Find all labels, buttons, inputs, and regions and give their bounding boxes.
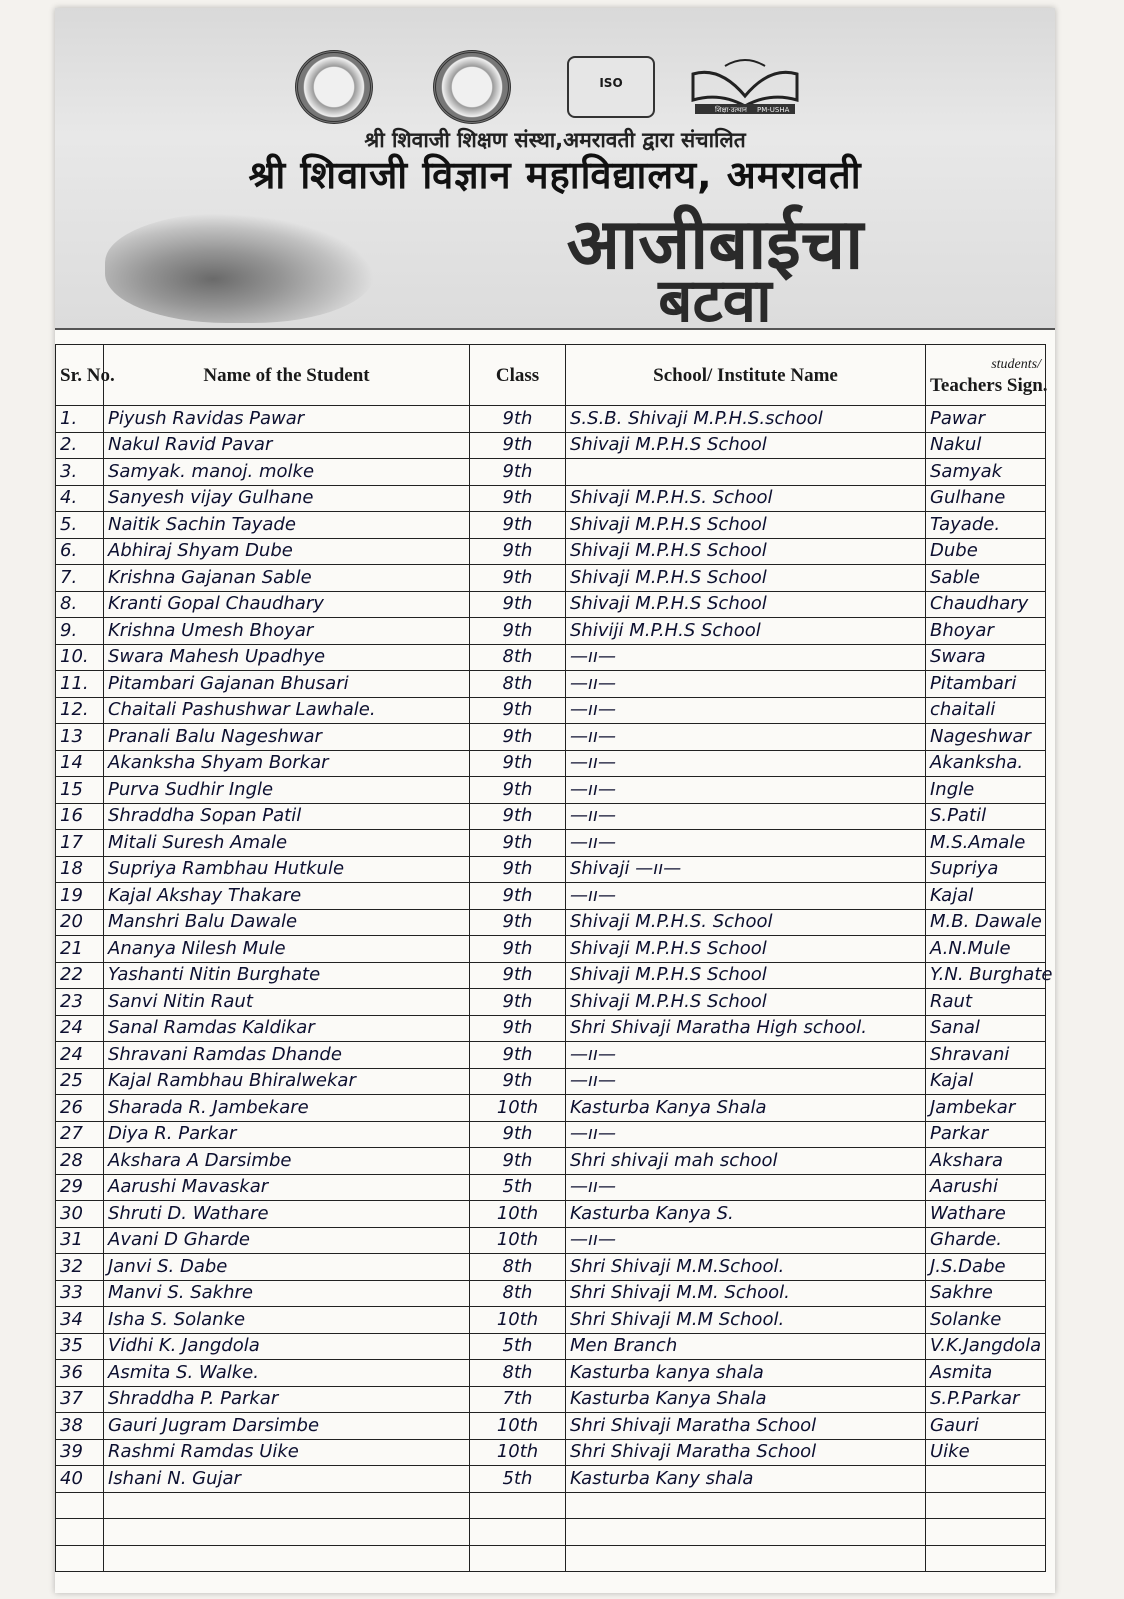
row-class: 7th bbox=[470, 1386, 566, 1413]
row-school: Kasturba Kanya Shala bbox=[566, 1386, 926, 1413]
table-row bbox=[56, 803, 1046, 830]
row-student-name bbox=[104, 1492, 470, 1519]
row-school: Shivaji M.P.H.S School bbox=[566, 936, 926, 963]
row-student-name: Shraddha P. Parkar bbox=[104, 1386, 470, 1413]
attendance-sheet bbox=[55, 8, 1055, 1593]
row-school: —ıı— bbox=[566, 671, 926, 698]
row-sr: 23 bbox=[56, 989, 104, 1016]
row-school: Shri shivaji mah school bbox=[566, 1148, 926, 1175]
table-row bbox=[56, 883, 1046, 910]
table-row bbox=[56, 1519, 1046, 1546]
row-class bbox=[470, 1492, 566, 1519]
row-sr: 36 bbox=[56, 1360, 104, 1387]
row-signature bbox=[926, 1466, 1046, 1493]
college-emblem-icon bbox=[295, 50, 373, 124]
row-class: 5th bbox=[470, 1174, 566, 1201]
table-row bbox=[56, 750, 1046, 777]
row-school: S.S.B. Shivaji M.P.H.S.school bbox=[566, 406, 926, 433]
table-row bbox=[56, 1386, 1046, 1413]
row-sr: 25 bbox=[56, 1068, 104, 1095]
naac-badge-icon bbox=[567, 56, 655, 118]
row-class: 9th bbox=[470, 1042, 566, 1069]
row-class: 9th bbox=[470, 1068, 566, 1095]
table-row bbox=[56, 1439, 1046, 1466]
row-sr: 24 bbox=[56, 1042, 104, 1069]
logo-strip bbox=[295, 50, 815, 120]
row-sr: 1. bbox=[56, 406, 104, 433]
event-title-line-2: बटवा bbox=[658, 266, 772, 336]
row-school: Kasturba Kany shala bbox=[566, 1466, 926, 1493]
table-row bbox=[56, 1466, 1046, 1493]
student-roster-table bbox=[55, 344, 1053, 1572]
svg-text:शिक्षा·उत्थान: शिक्षा·उत्थान bbox=[715, 106, 747, 114]
row-school: Shri Shivaji M.M.School. bbox=[566, 1254, 926, 1281]
row-school: —ıı— bbox=[566, 697, 926, 724]
row-signature: Ingle bbox=[926, 777, 1046, 804]
row-signature: Gauri bbox=[926, 1413, 1046, 1440]
row-student-name: Akanksha Shyam Borkar bbox=[104, 750, 470, 777]
row-sr: 5. bbox=[56, 512, 104, 539]
row-signature: Dube bbox=[926, 538, 1046, 565]
table-row bbox=[56, 512, 1046, 539]
row-school: —ıı— bbox=[566, 830, 926, 857]
row-class: 9th bbox=[470, 591, 566, 618]
herbs-illustration-icon bbox=[105, 213, 375, 323]
row-class: 9th bbox=[470, 777, 566, 804]
row-signature: S.P.Parkar bbox=[926, 1386, 1046, 1413]
row-class: 10th bbox=[470, 1413, 566, 1440]
row-school: —ıı— bbox=[566, 1042, 926, 1069]
row-class: 9th bbox=[470, 909, 566, 936]
row-student-name: Shruti D. Wathare bbox=[104, 1201, 470, 1228]
row-school: Shri Shivaji Maratha High school. bbox=[566, 1015, 926, 1042]
row-signature: Jambekar bbox=[926, 1095, 1046, 1122]
row-signature: Uike bbox=[926, 1439, 1046, 1466]
row-school: Shivaji M.P.H.S School bbox=[566, 989, 926, 1016]
row-signature: Y.N. Burghate bbox=[926, 962, 1046, 989]
row-student-name: Shraddha Sopan Patil bbox=[104, 803, 470, 830]
table-row bbox=[56, 962, 1046, 989]
row-school: Shivaji M.P.H.S School bbox=[566, 565, 926, 592]
table-row bbox=[56, 909, 1046, 936]
row-sr: 31 bbox=[56, 1227, 104, 1254]
row-school: Shri Shivaji M.M. School. bbox=[566, 1280, 926, 1307]
row-student-name: Yashanti Nitin Burghate bbox=[104, 962, 470, 989]
header-sign-label: Teachers Sign. bbox=[930, 375, 1048, 396]
row-class: 10th bbox=[470, 1095, 566, 1122]
row-student-name: Krishna Gajanan Sable bbox=[104, 565, 470, 592]
row-school: Shri Shivaji M.M School. bbox=[566, 1307, 926, 1334]
row-student-name: Gauri Jugram Darsimbe bbox=[104, 1413, 470, 1440]
row-signature: Swara bbox=[926, 644, 1046, 671]
row-sr bbox=[56, 1545, 104, 1572]
table-row bbox=[56, 538, 1046, 565]
row-school: —ıı— bbox=[566, 724, 926, 751]
row-class: 9th bbox=[470, 724, 566, 751]
table-row bbox=[56, 1307, 1046, 1334]
row-student-name: Mitali Suresh Amale bbox=[104, 830, 470, 857]
row-signature: Gharde. bbox=[926, 1227, 1046, 1254]
row-student-name: Diya R. Parkar bbox=[104, 1121, 470, 1148]
row-student-name: Ishani N. Gujar bbox=[104, 1466, 470, 1493]
row-school: —ıı— bbox=[566, 644, 926, 671]
row-school: Shivaji M.P.H.S School bbox=[566, 591, 926, 618]
row-class: 10th bbox=[470, 1201, 566, 1228]
header-sign-note: students/ bbox=[991, 357, 1041, 372]
row-school: —ıı— bbox=[566, 1121, 926, 1148]
row-student-name: Purva Sudhir Ingle bbox=[104, 777, 470, 804]
row-sr: 17 bbox=[56, 830, 104, 857]
row-signature: Supriya bbox=[926, 856, 1046, 883]
row-sr: 7. bbox=[56, 565, 104, 592]
row-student-name: Kranti Gopal Chaudhary bbox=[104, 591, 470, 618]
row-signature: Nakul bbox=[926, 432, 1046, 459]
row-student-name: Aarushi Mavaskar bbox=[104, 1174, 470, 1201]
row-student-name: Sanal Ramdas Kaldikar bbox=[104, 1015, 470, 1042]
row-class: 9th bbox=[470, 512, 566, 539]
table-row bbox=[56, 1280, 1046, 1307]
row-sr: 27 bbox=[56, 1121, 104, 1148]
row-school: Kasturba kanya shala bbox=[566, 1360, 926, 1387]
table-row bbox=[56, 1227, 1046, 1254]
row-signature: Aarushi bbox=[926, 1174, 1046, 1201]
row-class: 9th bbox=[470, 459, 566, 486]
row-class: 9th bbox=[470, 485, 566, 512]
row-class: 8th bbox=[470, 644, 566, 671]
row-class: 9th bbox=[470, 936, 566, 963]
header-sr: Sr. No. bbox=[56, 345, 104, 406]
row-class: 9th bbox=[470, 856, 566, 883]
row-sr: 12. bbox=[56, 697, 104, 724]
row-sr: 18 bbox=[56, 856, 104, 883]
row-school: —ıı— bbox=[566, 1068, 926, 1095]
row-class: 9th bbox=[470, 1148, 566, 1175]
row-school: Shivaji M.P.H.S School bbox=[566, 432, 926, 459]
row-class: 9th bbox=[470, 565, 566, 592]
row-sr: 6. bbox=[56, 538, 104, 565]
table-row bbox=[56, 644, 1046, 671]
table-row bbox=[56, 856, 1046, 883]
row-school bbox=[566, 1492, 926, 1519]
header-sign bbox=[926, 345, 1046, 406]
row-student-name: Vidhi K. Jangdola bbox=[104, 1333, 470, 1360]
row-class: 10th bbox=[470, 1227, 566, 1254]
row-school: Shivaji M.P.H.S. School bbox=[566, 909, 926, 936]
table-row bbox=[56, 724, 1046, 751]
row-student-name: Naitik Sachin Tayade bbox=[104, 512, 470, 539]
row-student-name: Akshara A Darsimbe bbox=[104, 1148, 470, 1175]
table-row bbox=[56, 459, 1046, 486]
row-class: 9th bbox=[470, 883, 566, 910]
row-school bbox=[566, 459, 926, 486]
pm-usha-book-icon bbox=[685, 56, 805, 116]
row-student-name: Rashmi Ramdas Uike bbox=[104, 1439, 470, 1466]
row-class: 5th bbox=[470, 1466, 566, 1493]
table-row bbox=[56, 1201, 1046, 1228]
table-row bbox=[56, 591, 1046, 618]
row-class: 8th bbox=[470, 1360, 566, 1387]
table-row bbox=[56, 777, 1046, 804]
table-header-row bbox=[56, 345, 1046, 406]
row-class: 9th bbox=[470, 538, 566, 565]
row-school: —ıı— bbox=[566, 883, 926, 910]
row-sr: 11. bbox=[56, 671, 104, 698]
row-student-name bbox=[104, 1545, 470, 1572]
row-sr: 19 bbox=[56, 883, 104, 910]
letterhead bbox=[55, 8, 1055, 336]
row-signature: Asmita bbox=[926, 1360, 1046, 1387]
row-sr: 33 bbox=[56, 1280, 104, 1307]
row-student-name: Abhiraj Shyam Dube bbox=[104, 538, 470, 565]
row-student-name: Samyak. manoj. molke bbox=[104, 459, 470, 486]
table-row bbox=[56, 1492, 1046, 1519]
table-row bbox=[56, 1042, 1046, 1069]
row-class: 5th bbox=[470, 1333, 566, 1360]
row-signature: Gulhane bbox=[926, 485, 1046, 512]
row-sr: 35 bbox=[56, 1333, 104, 1360]
row-student-name: Swara Mahesh Upadhye bbox=[104, 644, 470, 671]
row-signature: Parkar bbox=[926, 1121, 1046, 1148]
row-sr: 13 bbox=[56, 724, 104, 751]
roster-body bbox=[56, 406, 1053, 1572]
row-school: Shiviji M.P.H.S School bbox=[566, 618, 926, 645]
row-student-name: Pranali Balu Nageshwar bbox=[104, 724, 470, 751]
row-signature: Solanke bbox=[926, 1307, 1046, 1334]
row-school: Shivaji —ıı— bbox=[566, 856, 926, 883]
row-signature bbox=[926, 1545, 1046, 1572]
table-row bbox=[56, 565, 1046, 592]
row-class: 9th bbox=[470, 697, 566, 724]
table-row bbox=[56, 1148, 1046, 1175]
row-sr: 14 bbox=[56, 750, 104, 777]
row-signature: Kajal bbox=[926, 1068, 1046, 1095]
row-class: 9th bbox=[470, 432, 566, 459]
row-sr bbox=[56, 1519, 104, 1546]
row-class bbox=[470, 1545, 566, 1572]
row-school: Shivaji M.P.H.S School bbox=[566, 512, 926, 539]
row-signature: Akanksha. bbox=[926, 750, 1046, 777]
row-student-name: Asmita S. Walke. bbox=[104, 1360, 470, 1387]
row-school: Shivaji M.P.H.S. School bbox=[566, 485, 926, 512]
row-school: Shivaji M.P.H.S School bbox=[566, 962, 926, 989]
row-class: 9th bbox=[470, 803, 566, 830]
row-student-name bbox=[104, 1519, 470, 1546]
row-school: —ıı— bbox=[566, 1174, 926, 1201]
row-school: Men Branch bbox=[566, 1333, 926, 1360]
row-school bbox=[566, 1545, 926, 1572]
row-sr: 39 bbox=[56, 1439, 104, 1466]
row-student-name: Chaitali Pashushwar Lawhale. bbox=[104, 697, 470, 724]
row-class: 8th bbox=[470, 1280, 566, 1307]
row-signature: Pitambari bbox=[926, 671, 1046, 698]
row-class: 9th bbox=[470, 989, 566, 1016]
table-row bbox=[56, 697, 1046, 724]
row-student-name: Ananya Nilesh Mule bbox=[104, 936, 470, 963]
row-sr bbox=[56, 1492, 104, 1519]
table-row bbox=[56, 1333, 1046, 1360]
row-sr: 40 bbox=[56, 1466, 104, 1493]
row-signature: Bhoyar bbox=[926, 618, 1046, 645]
table-row bbox=[56, 432, 1046, 459]
row-student-name: Supriya Rambhau Hutkule bbox=[104, 856, 470, 883]
table-row bbox=[56, 1121, 1046, 1148]
row-school: Kasturba Kanya S. bbox=[566, 1201, 926, 1228]
row-student-name: Manshri Balu Dawale bbox=[104, 909, 470, 936]
row-sr: 20 bbox=[56, 909, 104, 936]
row-student-name: Janvi S. Dabe bbox=[104, 1254, 470, 1281]
row-student-name: Kajal Rambhau Bhiralwekar bbox=[104, 1068, 470, 1095]
table-row bbox=[56, 1174, 1046, 1201]
row-sr: 38 bbox=[56, 1413, 104, 1440]
row-school: —ıı— bbox=[566, 803, 926, 830]
row-signature: Kajal bbox=[926, 883, 1046, 910]
row-sr: 2. bbox=[56, 432, 104, 459]
row-school: Shri Shivaji Maratha School bbox=[566, 1439, 926, 1466]
row-sr: 16 bbox=[56, 803, 104, 830]
table-row bbox=[56, 1413, 1046, 1440]
table-row bbox=[56, 1360, 1046, 1387]
row-signature: Chaudhary bbox=[926, 591, 1046, 618]
row-student-name: Kajal Akshay Thakare bbox=[104, 883, 470, 910]
row-signature: S.Patil bbox=[926, 803, 1046, 830]
row-sr: 9. bbox=[56, 618, 104, 645]
row-student-name: Sanvi Nitin Raut bbox=[104, 989, 470, 1016]
row-class: 8th bbox=[470, 671, 566, 698]
row-student-name: Sanyesh vijay Gulhane bbox=[104, 485, 470, 512]
row-student-name: Shravani Ramdas Dhande bbox=[104, 1042, 470, 1069]
row-sr: 24 bbox=[56, 1015, 104, 1042]
row-school: Shri Shivaji Maratha School bbox=[566, 1413, 926, 1440]
table-row bbox=[56, 1015, 1046, 1042]
table-row bbox=[56, 671, 1046, 698]
row-signature: Tayade. bbox=[926, 512, 1046, 539]
row-signature: Sanal bbox=[926, 1015, 1046, 1042]
society-line: श्री शिवाजी शिक्षण संस्था,अमरावती द्वारा संचालित bbox=[364, 128, 746, 152]
row-class: 9th bbox=[470, 750, 566, 777]
table-row bbox=[56, 1068, 1046, 1095]
row-signature: M.S.Amale bbox=[926, 830, 1046, 857]
row-signature bbox=[926, 1492, 1046, 1519]
row-sr: 34 bbox=[56, 1307, 104, 1334]
table-row bbox=[56, 406, 1046, 433]
row-class: 9th bbox=[470, 1015, 566, 1042]
row-school: —ıı— bbox=[566, 1227, 926, 1254]
row-sr: 3. bbox=[56, 459, 104, 486]
row-school: Kasturba Kanya Shala bbox=[566, 1095, 926, 1122]
row-sr: 37 bbox=[56, 1386, 104, 1413]
header-name: Name of the Student bbox=[104, 345, 470, 406]
header-school: School/ Institute Name bbox=[566, 345, 926, 406]
row-student-name: Isha S. Solanke bbox=[104, 1307, 470, 1334]
table-row bbox=[56, 1095, 1046, 1122]
row-school: —ıı— bbox=[566, 777, 926, 804]
row-signature: Nageshwar bbox=[926, 724, 1046, 751]
row-class: 9th bbox=[470, 1121, 566, 1148]
table-row bbox=[56, 936, 1046, 963]
row-class: 9th bbox=[470, 962, 566, 989]
row-signature: Akshara bbox=[926, 1148, 1046, 1175]
row-class: 9th bbox=[470, 830, 566, 857]
svg-text:PM-USHA: PM-USHA bbox=[757, 106, 790, 114]
row-signature: V.K.Jangdola bbox=[926, 1333, 1046, 1360]
row-class: 9th bbox=[470, 618, 566, 645]
table-row bbox=[56, 618, 1046, 645]
row-sr: 22 bbox=[56, 962, 104, 989]
row-class: 10th bbox=[470, 1307, 566, 1334]
row-signature bbox=[926, 1519, 1046, 1546]
row-class bbox=[470, 1519, 566, 1546]
row-class: 8th bbox=[470, 1254, 566, 1281]
table-row bbox=[56, 1254, 1046, 1281]
row-signature: Wathare bbox=[926, 1201, 1046, 1228]
table-row bbox=[56, 830, 1046, 857]
row-signature: Sable bbox=[926, 565, 1046, 592]
row-signature: J.S.Dabe bbox=[926, 1254, 1046, 1281]
society-emblem-icon bbox=[433, 50, 511, 124]
row-school: Shivaji M.P.H.S School bbox=[566, 538, 926, 565]
event-title-line-1: आजीबाईचा bbox=[566, 203, 864, 285]
college-name: श्री शिवाजी विज्ञान महाविद्यालय, अमरावती bbox=[248, 153, 862, 197]
row-signature: M.B. Dawale bbox=[926, 909, 1046, 936]
row-sr: 15 bbox=[56, 777, 104, 804]
row-class: 10th bbox=[470, 1439, 566, 1466]
row-sr: 8. bbox=[56, 591, 104, 618]
row-school bbox=[566, 1519, 926, 1546]
row-school: —ıı— bbox=[566, 750, 926, 777]
row-signature: Sakhre bbox=[926, 1280, 1046, 1307]
row-signature: Raut bbox=[926, 989, 1046, 1016]
row-signature: A.N.Mule bbox=[926, 936, 1046, 963]
row-student-name: Sharada R. Jambekare bbox=[104, 1095, 470, 1122]
row-student-name: Avani D Gharde bbox=[104, 1227, 470, 1254]
row-signature: Samyak bbox=[926, 459, 1046, 486]
row-student-name: Manvi S. Sakhre bbox=[104, 1280, 470, 1307]
row-sr: 4. bbox=[56, 485, 104, 512]
table-row bbox=[56, 1545, 1046, 1572]
row-class: 9th bbox=[470, 406, 566, 433]
table-row bbox=[56, 485, 1046, 512]
row-student-name: Krishna Umesh Bhoyar bbox=[104, 618, 470, 645]
row-student-name: Piyush Ravidas Pawar bbox=[104, 406, 470, 433]
row-sr: 21 bbox=[56, 936, 104, 963]
row-student-name: Nakul Ravid Pavar bbox=[104, 432, 470, 459]
row-signature: Pawar bbox=[926, 406, 1046, 433]
table-row bbox=[56, 989, 1046, 1016]
row-sr: 32 bbox=[56, 1254, 104, 1281]
row-sr: 26 bbox=[56, 1095, 104, 1122]
row-sr: 30 bbox=[56, 1201, 104, 1228]
row-signature: Shravani bbox=[926, 1042, 1046, 1069]
row-sr: 28 bbox=[56, 1148, 104, 1175]
badge-text: ISO bbox=[599, 76, 623, 90]
row-sr: 10. bbox=[56, 644, 104, 671]
row-signature: chaitali bbox=[926, 697, 1046, 724]
row-sr: 29 bbox=[56, 1174, 104, 1201]
header-class: Class bbox=[470, 345, 566, 406]
row-student-name: Pitambari Gajanan Bhusari bbox=[104, 671, 470, 698]
